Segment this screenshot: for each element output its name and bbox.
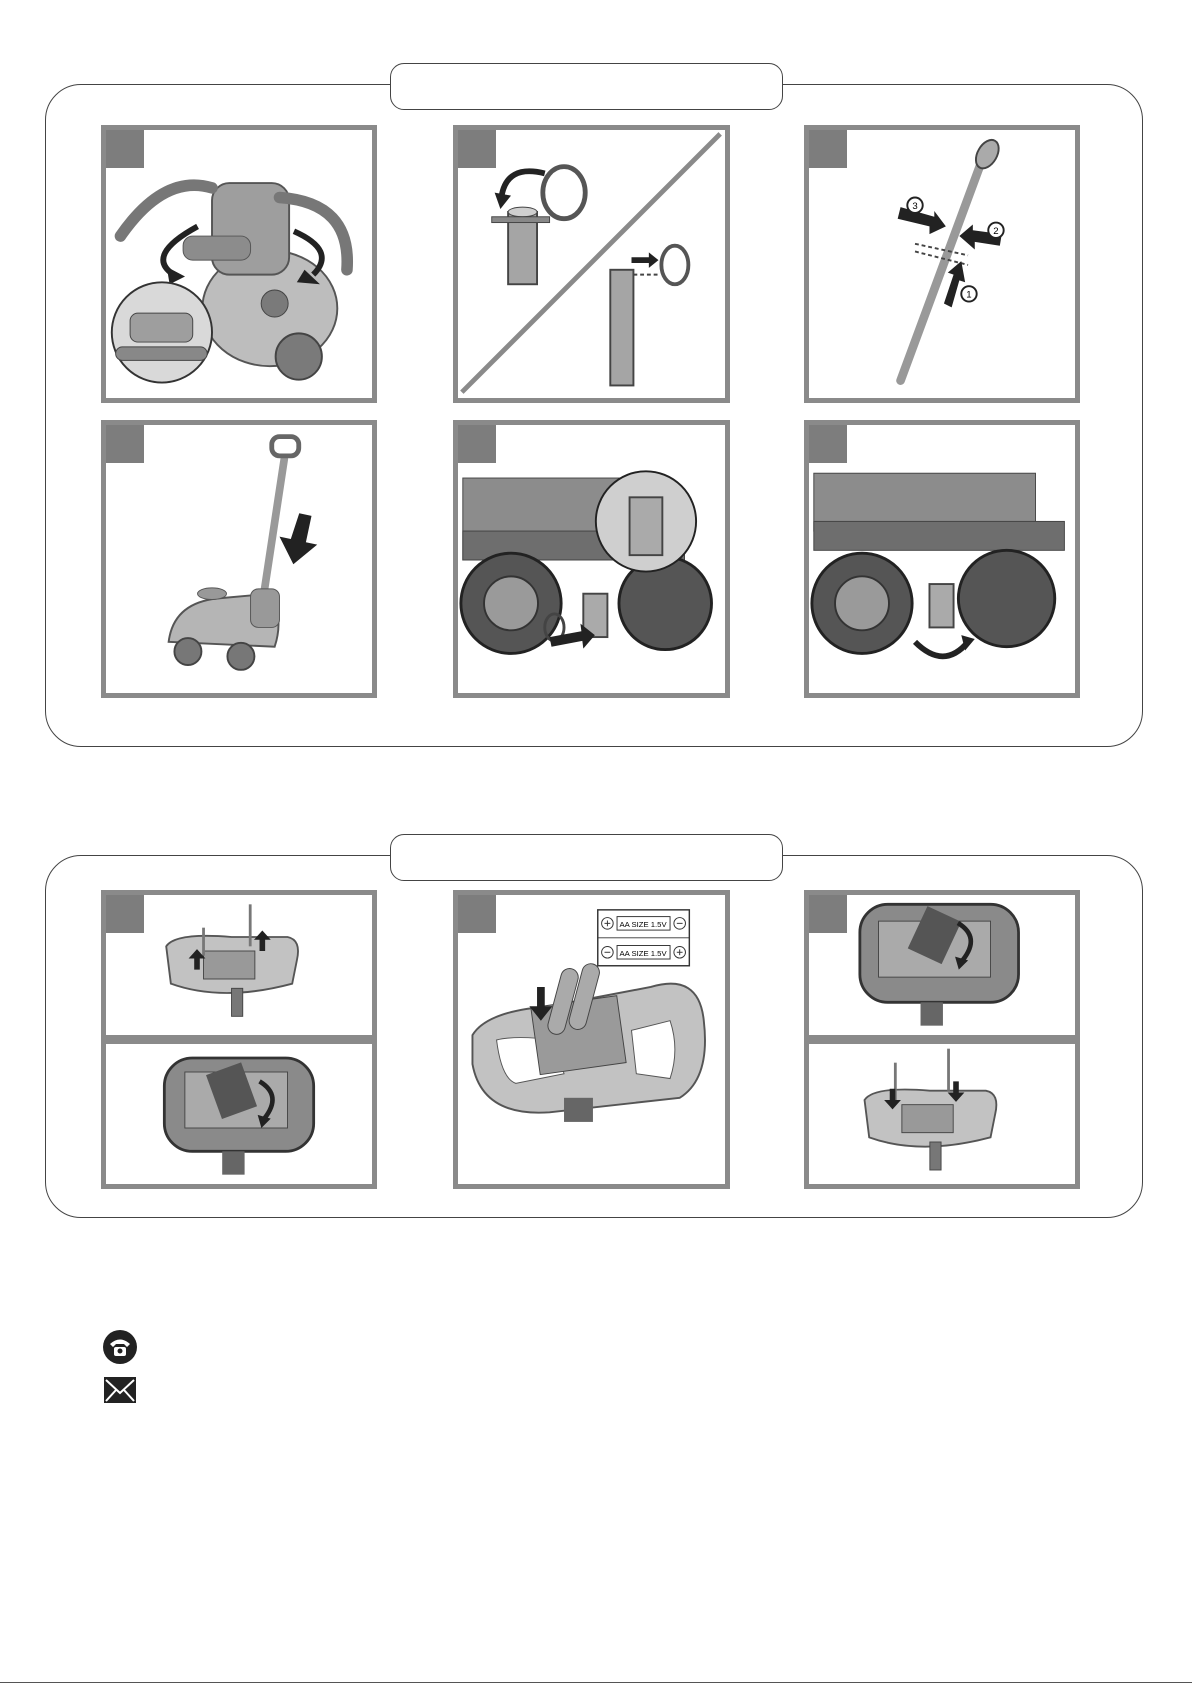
envelope-icon	[102, 1372, 138, 1408]
step-panel-2	[453, 125, 730, 403]
rear-axle-rotate-illustration	[809, 425, 1075, 693]
phone-icon	[102, 1329, 138, 1365]
assembly-section-title	[390, 63, 783, 110]
battery-label-top: AA SIZE 1.5V	[619, 920, 667, 930]
battery-insert-illustration	[458, 895, 725, 1184]
step-panel-3	[804, 125, 1080, 403]
step-panel-5	[453, 420, 730, 698]
battery-label-bottom: AA SIZE 1.5V	[619, 949, 667, 959]
battery-section-title	[390, 834, 783, 881]
steering-wheel-screws-illustration	[106, 895, 372, 1035]
battery-panel-3a	[804, 890, 1080, 1040]
callout-3: 3	[912, 201, 918, 213]
step-panel-4	[101, 420, 377, 698]
ride-on-car-illustration	[106, 130, 372, 398]
steering-wheel-screws-tighten-illustration	[809, 1044, 1075, 1184]
lock-pin-illustration	[458, 130, 725, 398]
steering-wheel-cover-close-illustration	[809, 895, 1075, 1035]
step-panel-1	[101, 125, 377, 403]
page-bottom-rule	[0, 1682, 1192, 1683]
callout-2: 2	[993, 226, 999, 238]
battery-panel-3b	[804, 1039, 1080, 1189]
steering-wheel-cover-open-illustration	[106, 1044, 372, 1184]
battery-panel-1b	[101, 1039, 377, 1189]
callout-1: 1	[966, 289, 972, 301]
push-handle-illustration	[809, 130, 1075, 398]
step-panel-6	[804, 420, 1080, 698]
battery-panel-2	[453, 890, 730, 1189]
battery-panel-1a	[101, 890, 377, 1040]
rear-axle-pin-illustration	[458, 425, 725, 693]
car-with-handle-illustration	[106, 425, 372, 693]
